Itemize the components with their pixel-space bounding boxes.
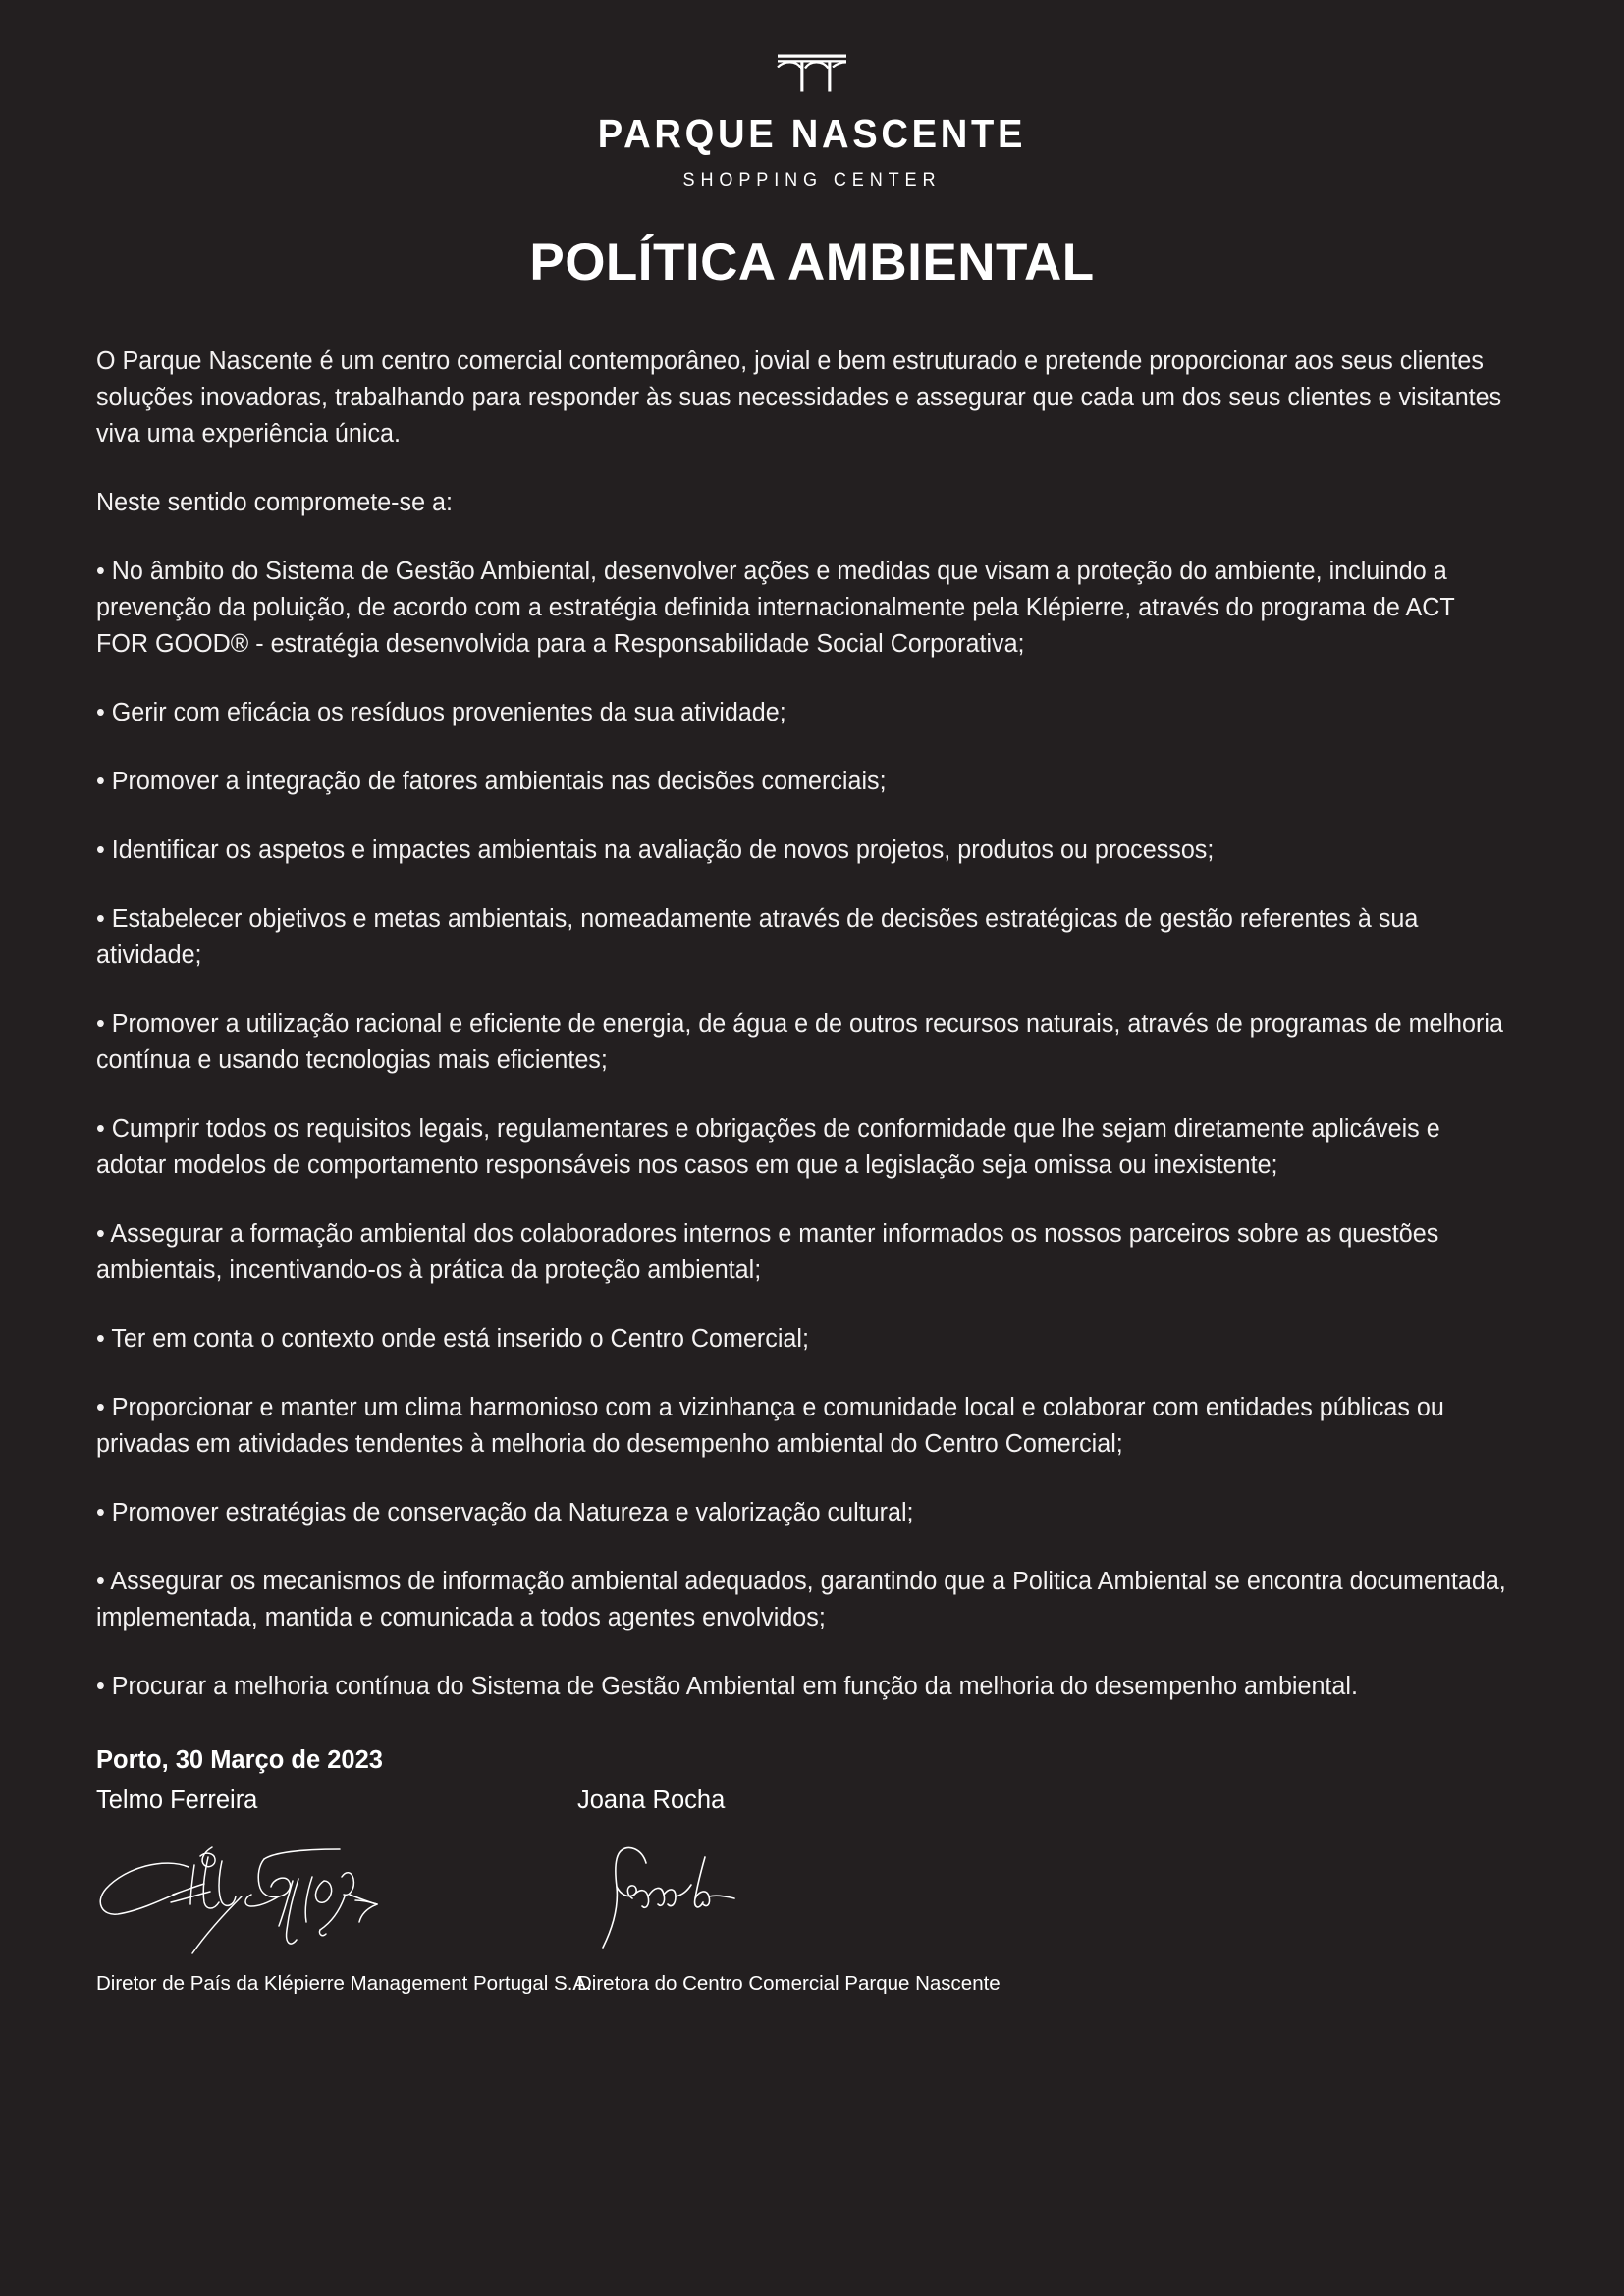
signer-name: Joana Rocha xyxy=(577,1787,726,1814)
brand-header xyxy=(0,0,1624,191)
page-title: POLÍTICA AMBIENTAL xyxy=(529,234,1095,292)
signature-block-joana-rocha xyxy=(577,1787,1001,1996)
commitment-item: • Assegurar a formação ambiental dos colaboradores internos e manter informados os nossos parceiros sobre as questões ambientais, incentivando-os à prática da proteção ambiental; xyxy=(96,1220,1439,1284)
brand-tagline: SHOPPING CENTER xyxy=(682,170,942,190)
commitment-item: • Promover estratégias de conservação da Natureza e valorização cultural; xyxy=(96,1499,914,1526)
intro-paragraph: O Parque Nascente é um centro comercial contemporâneo, jovial e bem estruturado e pretende proporcionar aos seus clientes soluções inovadoras, trabalhando para responder às suas necessidades e assegurar que cada um dos seus clientes e visitantes viva uma experiência única. xyxy=(96,347,1502,448)
commitment-item: • Assegurar os mecanismos de informação ambiental adequados, garantindo que a Politica Ambiental se encontra documentada, implementada, mantida e comunicada a todos agentes envolvidos; xyxy=(96,1568,1506,1631)
signature-row xyxy=(96,1787,1528,1996)
signature-image-wrapper xyxy=(577,1838,1001,1960)
signer-caption: Diretora do Centro Comercial Parque Nascente xyxy=(577,1972,1001,1995)
commitment-item: • Cumprir todos os requisitos legais, regulamentares e obrigações de conformidade que lhe sejam diretamente aplicáveis e adotar modelos de comportamento responsáveis nos casos em que a legislação seja omissa ou inexistente; xyxy=(96,1115,1440,1179)
document-body xyxy=(0,344,1624,1996)
commitment-item: • Procurar a melhoria contínua do Sistema de Gestão Ambiental em função da melhoria do desempenho ambiental. xyxy=(96,1673,1358,1700)
signature-block-telmo-ferreira xyxy=(96,1787,592,1996)
commitment-item: • Proporcionar e manter um clima harmonioso com a vizinhança e comunidade local e colaborar com entidades públicas ou privadas em atividades tendentes à melhoria do desempenho ambiental do Centro Comercial; xyxy=(96,1394,1444,1458)
commitment-item: • No âmbito do Sistema de Gestão Ambiental, desenvolver ações e medidas que visam a proteção do ambiente, incluindo a prevenção da poluição, de acordo com a estratégia definida internacionalmente pela Klépierre, através do programa de ACT FOR GOOD® - estratégia desenvolvida para a Responsabilidade Social Corporativa; xyxy=(96,558,1455,658)
commitment-item: • Ter em conta o contexto onde está inserido o Centro Comercial; xyxy=(96,1325,809,1353)
signer-name: Telmo Ferreira xyxy=(96,1787,258,1814)
bridge-viaduct-icon xyxy=(777,51,847,92)
signer-caption: Diretor de País da Klépierre Management Portugal S.A. xyxy=(96,1972,592,1995)
commitment-item: • Estabelecer objetivos e metas ambientais, nomeadamente através de decisões estratégicas de gestão referentes à sua atividade; xyxy=(96,905,1419,969)
commitment-item: • Promover a utilização racional e eficiente de energia, de água e de outros recursos naturais, através de programas de melhoria contínua e usando tecnologias mais eficientes; xyxy=(96,1010,1503,1074)
signature-image-wrapper xyxy=(96,1838,577,1960)
signature-date: Porto, 30 Março de 2023 xyxy=(96,1746,383,1774)
handwritten-signature-icon xyxy=(96,1838,391,1960)
lead-in-paragraph: Neste sentido compromete-se a: xyxy=(96,489,453,516)
commitment-item: • Identificar os aspetos e impactes ambientais na avaliação de novos projetos, produtos ou processos; xyxy=(96,836,1215,864)
handwritten-signature-icon xyxy=(577,1838,872,1960)
commitment-item: • Gerir com eficácia os resíduos provenientes da sua atividade; xyxy=(96,699,786,726)
brand-wordmark: PARQUE NASCENTE xyxy=(597,111,1027,156)
commitment-item: • Promover a integração de fatores ambientais nas decisões comerciais; xyxy=(96,768,887,795)
